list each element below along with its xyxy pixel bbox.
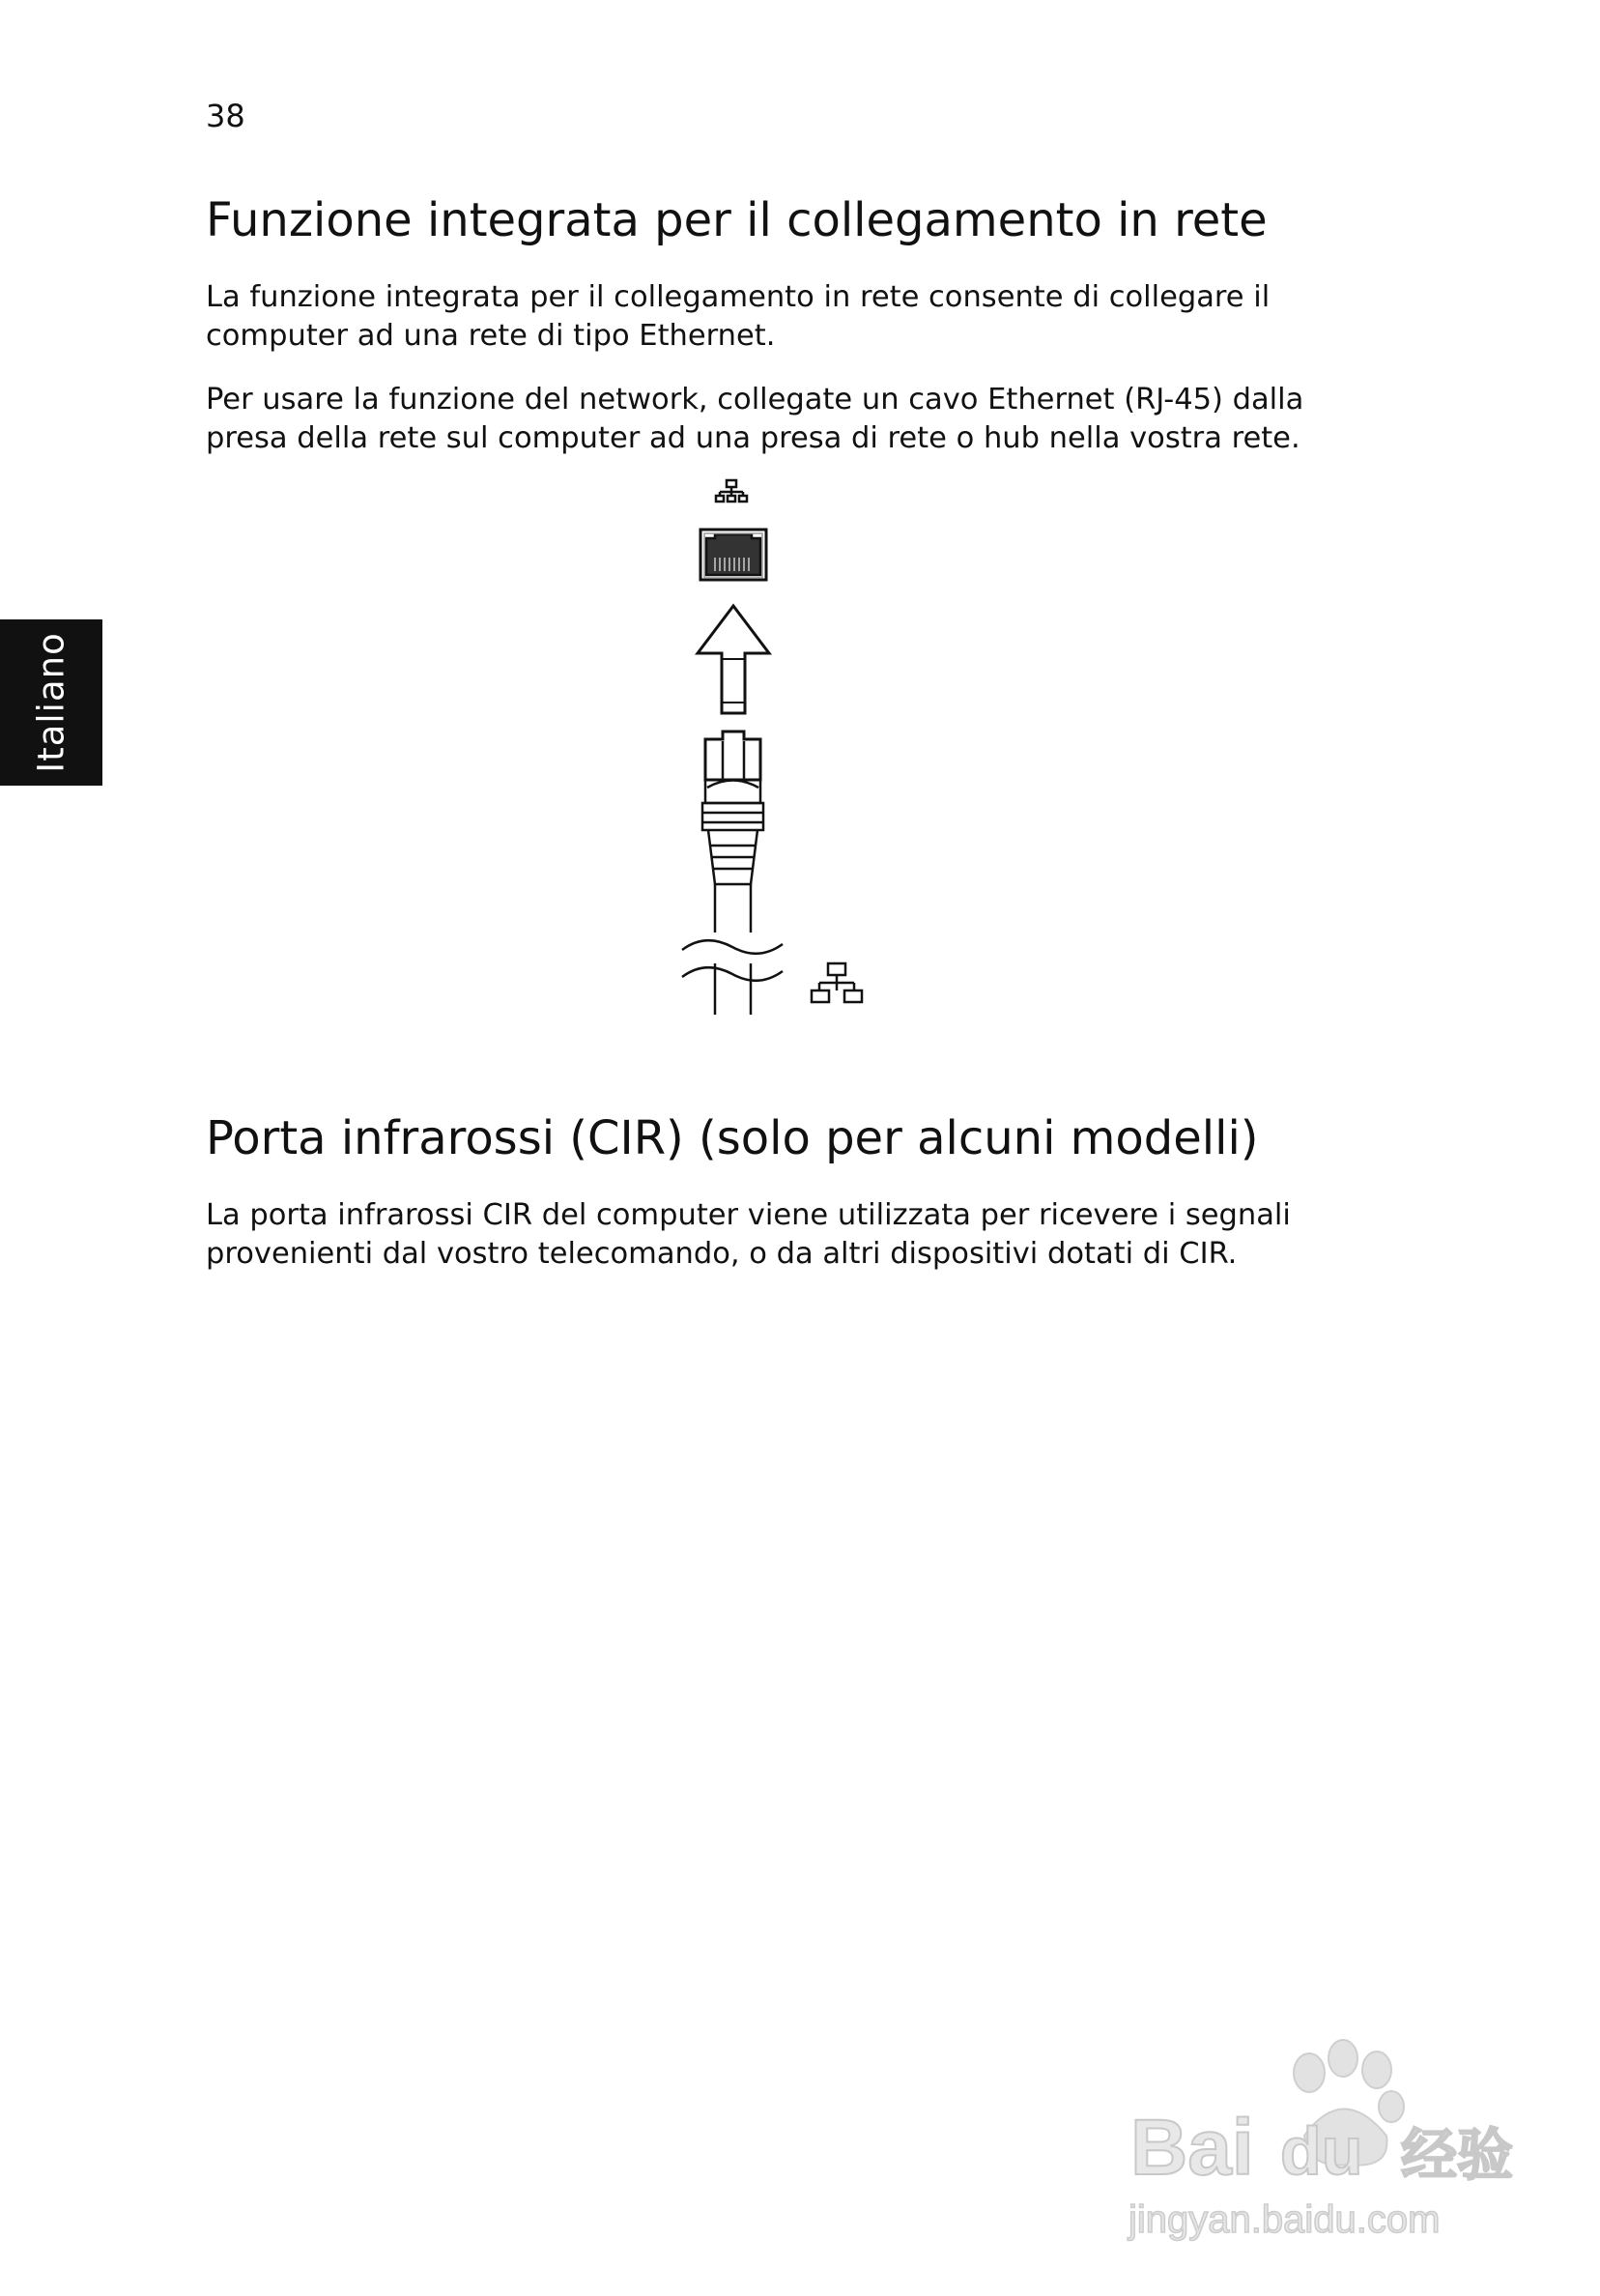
side-tab-label: Italiano [30,632,72,773]
paragraph-cir [206,1196,1317,1274]
baidu-watermark [1111,2029,1517,2252]
cable-break-icon [682,940,783,1015]
text-line: Per usare la funzione del network, collegate un cavo Ethernet (RJ-45) dalla [206,383,1304,416]
text-line: computer ad una rete di tipo Ethernet. [206,319,776,353]
text-line: provenienti dal vostro telecomando, o da altri dispositivi dotati di CIR. [206,1237,1238,1271]
network-icon [716,480,747,502]
svg-text:du: du [1280,2113,1363,2189]
section-heading-cir: Porta infrarossi (CIR) (solo per alcuni modelli) [206,1111,1259,1165]
paragraph-networking-usage [206,381,1317,458]
svg-text:经验: 经验 [1401,2122,1514,2188]
text-line: presa della rete sul computer ad una presa di rete o hub nella vostra rete. [206,421,1300,455]
network-icon [812,963,862,1002]
text-line: La porta infrarossi CIR del computer viene utilizzata per ricevere i segnali [206,1198,1291,1232]
watermark-logo-text: Bai [1130,2104,1254,2192]
section-heading-networking: Funzione integrata per il collegamento in rete [206,193,1268,247]
ethernet-connection-diagram [667,478,899,1029]
text-line: La funzione integrata per il collegamento in rete consente di collegare il [206,280,1271,314]
rj45-plug-icon [702,732,763,933]
ethernet-port-icon [700,530,766,580]
page-number: 38 [206,98,245,134]
language-side-tab [0,619,102,786]
arrow-up-icon [698,606,769,713]
watermark-url: jingyan.baidu.com [1129,2198,1441,2241]
paragraph-networking-intro [206,278,1317,356]
